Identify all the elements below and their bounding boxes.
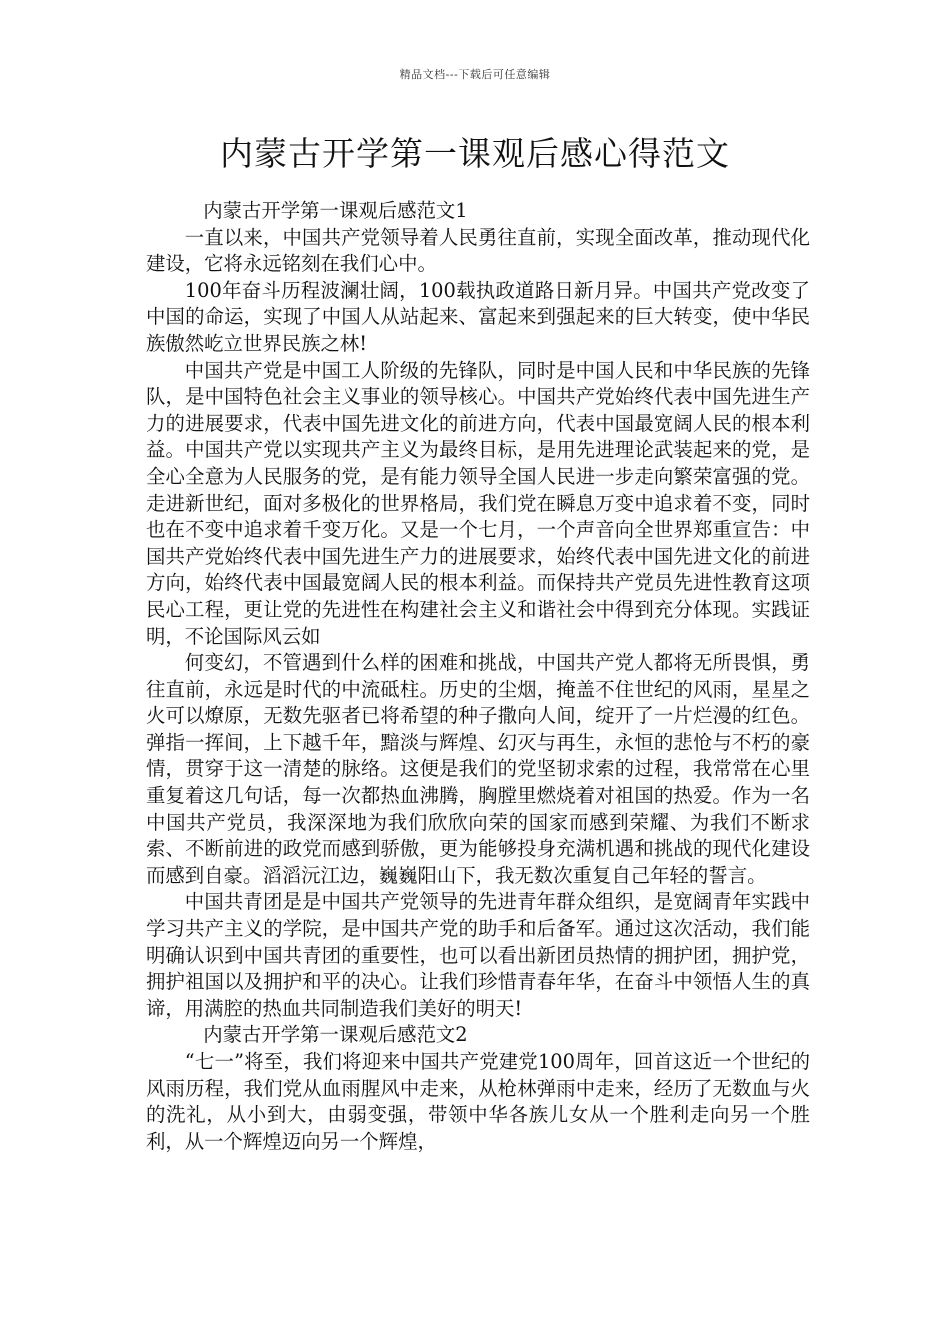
paragraph-4: 何变幻，不管遇到什么样的困难和挑战，中国共产党人都将无所畏惧，勇往直前，永远是时代的中流砥柱。历史的尘烟，掩盖不住世纪的风雨，星星之火可以燎原，无数先驱者已将希望的种子撒向人间，绽开了一片烂漫的红色。弹指一挥间，上下越千年，黯淡与辉煌、幻灭与再生，永恒的悲怆与不朽的豪情，贯穿于这一清楚的脉络。这便是我们的党坚韧求索的过程，我常常在心里重复着这几句话，每一次都热血沸腾，胸膛里燃烧着对祖国的热爱。作为一名中国共产党员，我深深地为我们欣欣向荣的国家而感到荣耀、为我们不断求索、不断前进的政党而感到骄傲，更为能够投身充满机遇和挑战的现代化建设而感到自豪。滔滔沅江边，巍巍阳山下，我无数次重复自己年轻的誓言。 <box>146 651 810 887</box>
paragraph-5: 中国共青团是是中国共产党领导的先进青年群众组织，是宽阔青年实践中学习共产主义的学院，是中国共产党的助手和后备军。通过这次活动，我们能明确认识到中国共青团的重要性，也可以看出新团员热情的拥护团，拥护党，拥护祖国以及拥护和平的决心。让我们珍惜青春年华，在奋斗中领悟人生的真谛，用满腔的热血共同制造我们美好的明天! <box>146 890 810 1020</box>
header-note: 精品文档---下载后可任意编辑 <box>399 68 551 81</box>
paragraph-6: “七一”将至，我们将迎来中国共产党建党100周年，回首这近一个世纪的风雨历程，我们党从血雨腥风中走来，从枪林弹雨中走来，经历了无数血与火的洗礼，从小到大，由弱变强，带领中华各族儿女从一个胜利走向另一个胜利，从一个辉煌迈向另一个辉煌， <box>146 1050 810 1153</box>
paragraph-1: 一直以来，中国共产党领导着人民勇往直前，实现全面改革，推动现代化建设，它将永远铭刻在我们心中。 <box>146 225 810 276</box>
document-title: 内蒙古开学第一课观后感心得范文 <box>220 134 730 173</box>
section-heading-1: 内蒙古开学第一课观后感范文1 <box>203 199 468 222</box>
document-body <box>146 198 810 1155</box>
paragraph-2: 100年奋斗历程波澜壮阔，100载执政道路日新月异。中国共产党改变了中国的命运，实现了中国人从站起来、富起来到强起来的巨大转变，使中华民族傲然屹立世界民族之林! <box>146 278 810 355</box>
paragraph-3: 中国共产党是中国工人阶级的先锋队，同时是中国人民和中华民族的先锋队，是中国特色社会主义事业的领导核心。中国共产党始终代表中国先进生产力的进展要求，代表中国先进文化的前进方向，代表中国最宽阔人民的根本利益。中国共产党以实现共产主义为最终目标，是用先进理论武装起来的党，是全心全意为人民服务的党，是有能力领导全国人民进一步走向繁荣富强的党。走进新世纪，面对多极化的世界格局，我们党在瞬息万变中追求着不变，同时也在不变中追求着千变万化。又是一个七月，一个声音向全世界郑重宣告：中国共产党始终代表中国先进生产力的进展要求，始终代表中国先进文化的前进方向，始终代表中国最宽阔人民的根本利益。而保持共产党员先进性教育这项民心工程，更让党的先进性在构建社会主义和谐社会中得到充分体现。实践证明，不论国际风云如 <box>146 358 810 648</box>
section-heading-2: 内蒙古开学第一课观后感范文2 <box>203 1023 468 1047</box>
